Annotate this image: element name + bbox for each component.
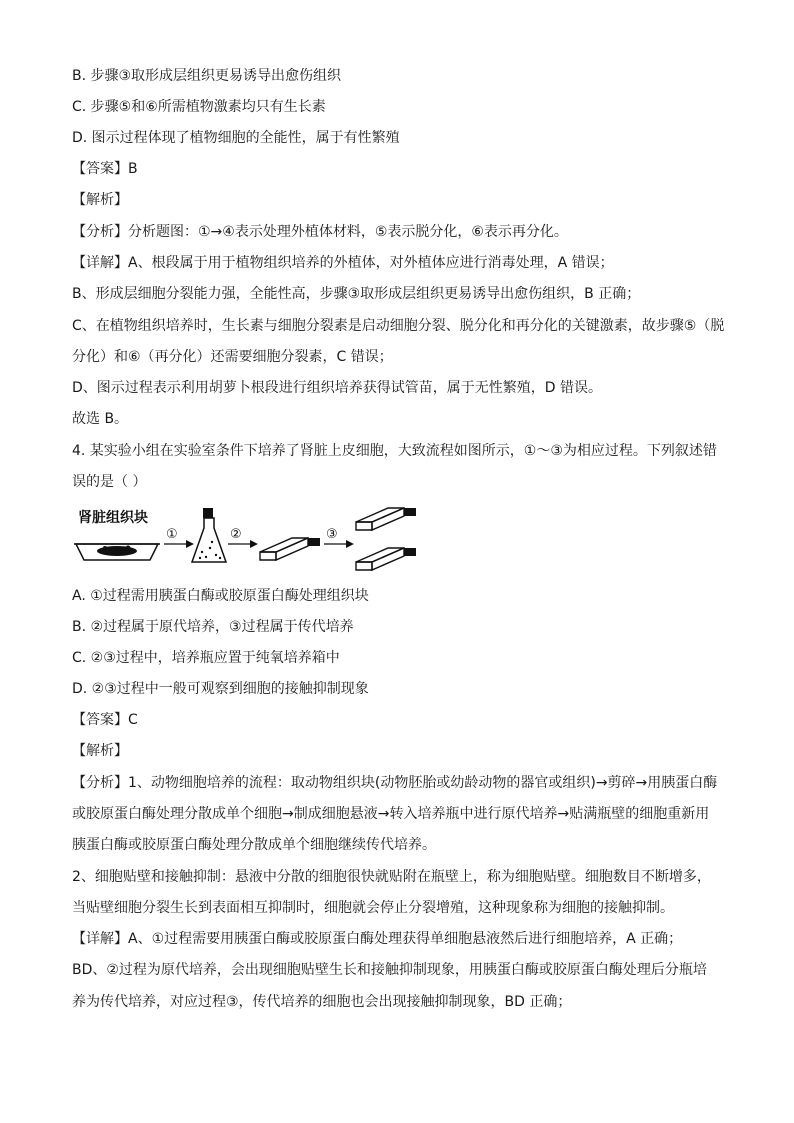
option-d-line: D. 图示过程体现了植物细胞的全能性，属于有性繁殖 xyxy=(72,130,400,146)
detail-c-line: C、在植物组织培养时，生长素与细胞分裂素是启动细胞分裂、脱分化和再分化的关键激素，故步骤⑤（脱 xyxy=(72,318,725,334)
q4-answer: 【答案】C xyxy=(72,712,138,728)
culture-bottle-icon xyxy=(260,538,320,560)
option-c-line: C. 步骤⑤和⑥所需植物激素均只有生长素 xyxy=(72,99,326,115)
question-4-line: 4. 某实验小组在实验室条件下培养了肾脏上皮细胞，大致流程如图所示，①～③为相应过程。下列叙述错 xyxy=(72,443,717,459)
step-3-label: ③ xyxy=(326,527,338,542)
tissue-dish-icon xyxy=(74,544,160,560)
q4-option-c: C. ②③过程中，培养瓶应置于纯氧培养箱中 xyxy=(72,650,340,666)
culture-flow-figure xyxy=(70,500,430,580)
q4-analysis-1-cont2: 胰蛋白酶或胶原蛋白酶处理分散成单个细胞继续传代培养。 xyxy=(72,837,436,853)
conical-flask-icon xyxy=(192,508,226,562)
analysis-heading: 【解析】 xyxy=(72,192,128,208)
step-2-label: ② xyxy=(230,527,242,542)
q4-analysis-2-cont: 当贴壁细胞分裂生长到表面相互抑制时，细胞就会停止分裂增殖，这种现象称为细胞的接触抑制。 xyxy=(72,900,674,916)
q4-analysis-1-cont: 或胶原蛋白酶处理分散成单个细胞→制成细胞悬液→转入培养瓶中进行原代培养→贴满瓶壁的细胞重新用 xyxy=(72,806,710,822)
q4-analysis-2: 2、细胞贴壁和接触抑制：悬液中分散的细胞很快就贴附在瓶壁上，称为细胞贴壁。细胞数目不断增多， xyxy=(72,869,711,885)
tissue-label: 肾脏组织块 xyxy=(78,509,148,525)
q4-analysis-heading: 【解析】 xyxy=(72,743,128,759)
detail-a-line: 【详解】A、根段属于用于植物组织培养的外植体，对外植体应进行消毒处理，A 错误； xyxy=(72,255,614,271)
culture-bottle-top-icon xyxy=(356,508,416,530)
choose-line: 故选 B。 xyxy=(72,411,129,427)
q4-detail-bd: BD、②过程为原代培养，会出现细胞贴壁生长和接触抑制现象，用胰蛋白酶或胶原蛋白酶处理后分瓶培 xyxy=(72,962,707,978)
q4-detail-a: 【详解】A、①过程需要用胰蛋白酶或胶原蛋白酶处理获得单细胞悬液然后进行细胞培养，A 正确； xyxy=(72,931,683,947)
analysis-line: 【分析】分析题图：①→④表示处理外植体材料，⑤表示脱分化，⑥表示再分化。 xyxy=(72,224,568,240)
detail-c-line-cont: 分化）和⑥（再分化）还需要细胞分裂素，C 错误； xyxy=(72,349,393,365)
q4-option-d: D. ②③过程中一般可观察到细胞的接触抑制现象 xyxy=(72,681,369,697)
option-b-line: B. 步骤③取形成层组织更易诱导出愈伤组织 xyxy=(72,68,342,84)
q4-analysis-1: 【分析】1、动物细胞培养的流程：取动物组织块(动物胚胎或幼龄动物的器官或组织)→剪碎→用胰蛋白酶 xyxy=(72,775,718,791)
q4-option-a: A. ①过程需用胰蛋白酶或胶原蛋白酶处理组织块 xyxy=(72,588,369,604)
q4-option-b: B. ②过程属于原代培养，③过程属于传代培养 xyxy=(72,619,354,635)
q4-detail-bd-cont: 养为传代培养，对应过程③，传代培养的细胞也会出现接触抑制现象，BD 正确； xyxy=(72,994,572,1010)
question-4-line-cont: 误的是（ ） xyxy=(72,474,147,490)
step-1-label: ① xyxy=(166,527,178,542)
detail-d-line: D、图示过程表示利用胡萝卜根段进行组织培养获得试管苗，属于无性繁殖，D 错误。 xyxy=(72,380,603,396)
culture-flow-diagram xyxy=(70,500,430,580)
answer-line: 【答案】B xyxy=(72,161,138,177)
detail-b-line: B、形成层细胞分裂能力强，全能性高，步骤③取形成层组织更易诱导出愈伤组织，B 正确； xyxy=(72,286,641,302)
culture-bottle-bottom-icon xyxy=(356,548,416,570)
